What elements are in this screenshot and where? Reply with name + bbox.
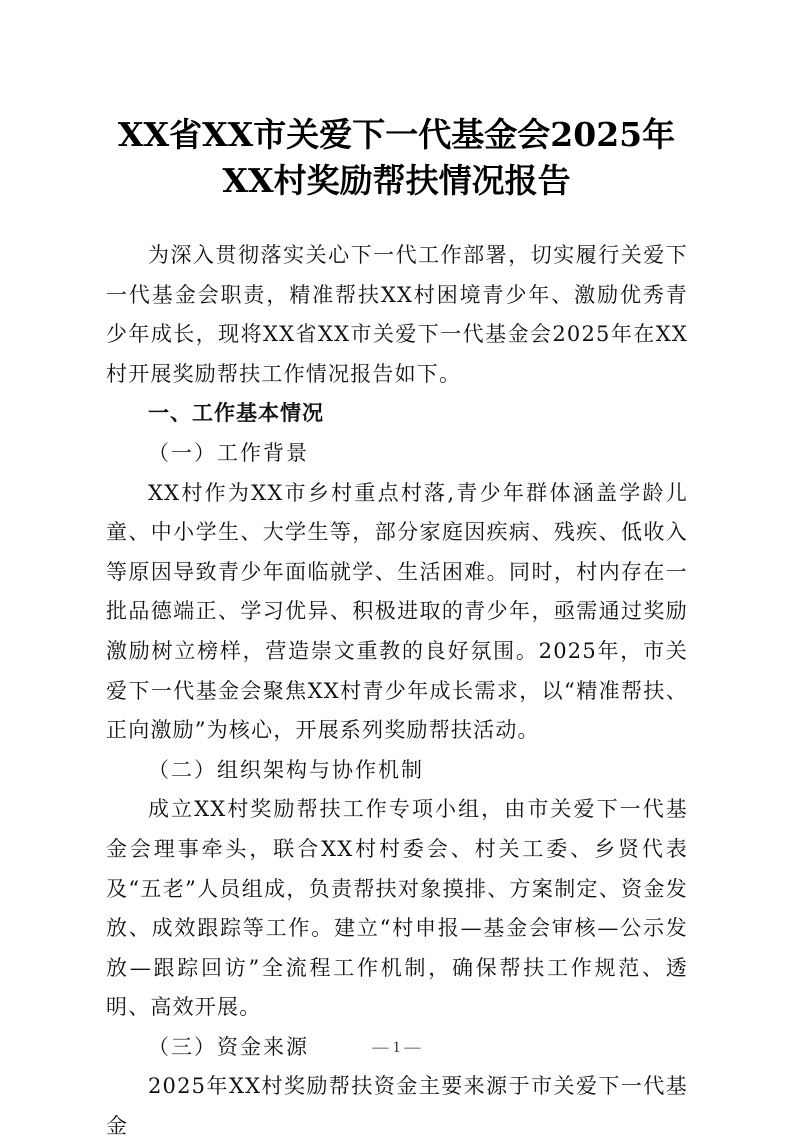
subsection-heading-funding: （三）资金来源 bbox=[148, 1034, 309, 1059]
section-heading-1: 一、工作基本情况 bbox=[148, 401, 324, 426]
subsection-heading-background: （一）工作背景 bbox=[148, 440, 309, 465]
document-title: XX省XX市关爱下一代基金会2025年XX村奖励帮扶情况报告 bbox=[117, 115, 676, 200]
document-body bbox=[106, 236, 688, 1147]
background-paragraph: XX村作为XX市乡村重点村落,青少年群体涵盖学龄儿童、中小学生、大学生等，部分家庭因疾病、残疾、低收入等原因导致青少年面临就学、生活困难。同时，村内存在一批品德端正、学习优异、积极进取的青少年，亟需通过奖励激励树立榜样，营造崇文重教的良好氛围。2025年，市关爱下一代基金会聚焦XX村青少年成长需求，以“精准帮扶、正向激励”为核心，开展系列奖励帮扶活动。 bbox=[106, 480, 688, 743]
funding-paragraph: 2025年XX村奖励帮扶资金主要来源于市关爱下一代基金 bbox=[106, 1074, 688, 1139]
subsection-heading-organization: （二）组织架构与协作机制 bbox=[148, 757, 424, 782]
page-number: — 1 — bbox=[372, 1039, 421, 1056]
organization-paragraph: 成立XX村奖励帮扶工作专项小组，由市关爱下一代基金会理事牵头，联合XX村村委会、村关工委、乡贤代表及“五老”人员组成，负责帮扶对象摸排、方案制定、资金发放、成效跟踪等工作。建立“村申报—基金会审核—公示发放—跟踪回访”全流程工作机制，确保帮扶工作规范、透明、高效开展。 bbox=[106, 797, 688, 1020]
intro-paragraph: 为深入贯彻落实关心下一代工作部署，切实履行关爱下一代基金会职责，精准帮扶XX村困境青少年、激励优秀青少年成长，现将XX省XX市关爱下一代基金会2025年在XX村开展奖励帮扶工作情况报告如下。 bbox=[106, 243, 688, 386]
